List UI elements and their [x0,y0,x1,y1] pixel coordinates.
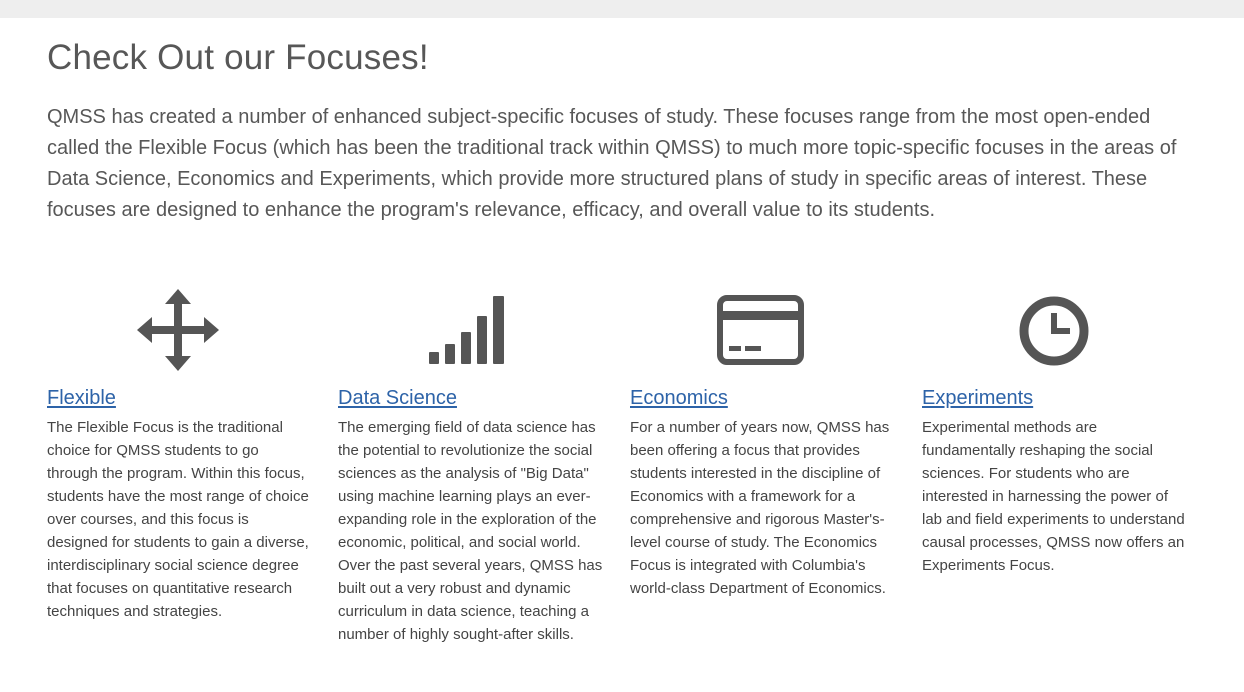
focus-description: For a number of years now, QMSS has been offering a focus that provides students interested in the discipline of Economics with a framework for a comprehensive and rigorous Master's-level course of study. The Economics Focus is integrated with Columbia's world-class Department of Economics. [630,419,890,597]
focus-card-data-science [338,285,604,646]
focus-title-link[interactable]: Economics [630,387,728,409]
focus-description: The Flexible Focus is the traditional choice for QMSS students to go through the program. Within this focus, students have the most range of choice over courses, and this focus is designed for students to gain a diverse, interdisciplinary social science degree that focuses on quantitative research techniques and strategies. [47,419,309,620]
focus-description: Experimental methods are fundamentally reshaping the social sciences. For students who are interested in harnessing the power of lab and field experiments to understand causal processes, QMSS now offers an Experiments Focus. [922,419,1185,574]
focus-title-link[interactable]: Data Science [338,387,457,409]
focus-icon-wrap [922,285,1188,377]
focus-description: The emerging field of data science has the potential to revolutionize the social sciences as the analysis of "Big Data" using machine learning plays an ever-expanding role in the exploration of the economic, political, and social world. Over the past several years, QMSS has built out a very robust and dynamic curriculum in data science, teaching a number of highly sought-after skills. [338,419,603,643]
page-title: Check Out our Focuses! [47,38,429,77]
focus-title-link[interactable]: Flexible [47,387,116,409]
focus-icon-wrap [630,285,896,377]
focus-icon-wrap [47,285,313,377]
move-arrows-icon [137,289,219,371]
focus-card-economics [630,285,896,600]
signal-bars-icon [428,294,510,366]
focus-title-link[interactable]: Experiments [922,387,1034,409]
credit-card-icon [717,295,807,367]
focus-icon-wrap [338,285,604,377]
focus-card-experiments [922,285,1188,577]
intro-paragraph: QMSS has created a number of enhanced subject-specific focuses of study. These focuses range from the most open-ended called the Flexible Focus (which has been the traditional track within QMSS) to much more topic-specific focuses in the areas of Data Science, Economics and Experiments, which provide more structured plans of study in specific areas of interest. These focuses are designed to enhance the program's relevance, efficacy, and overall value to its students. [47,106,1177,221]
clock-icon [1018,295,1090,367]
top-bar [0,0,1244,18]
focus-card-flexible [47,285,313,623]
